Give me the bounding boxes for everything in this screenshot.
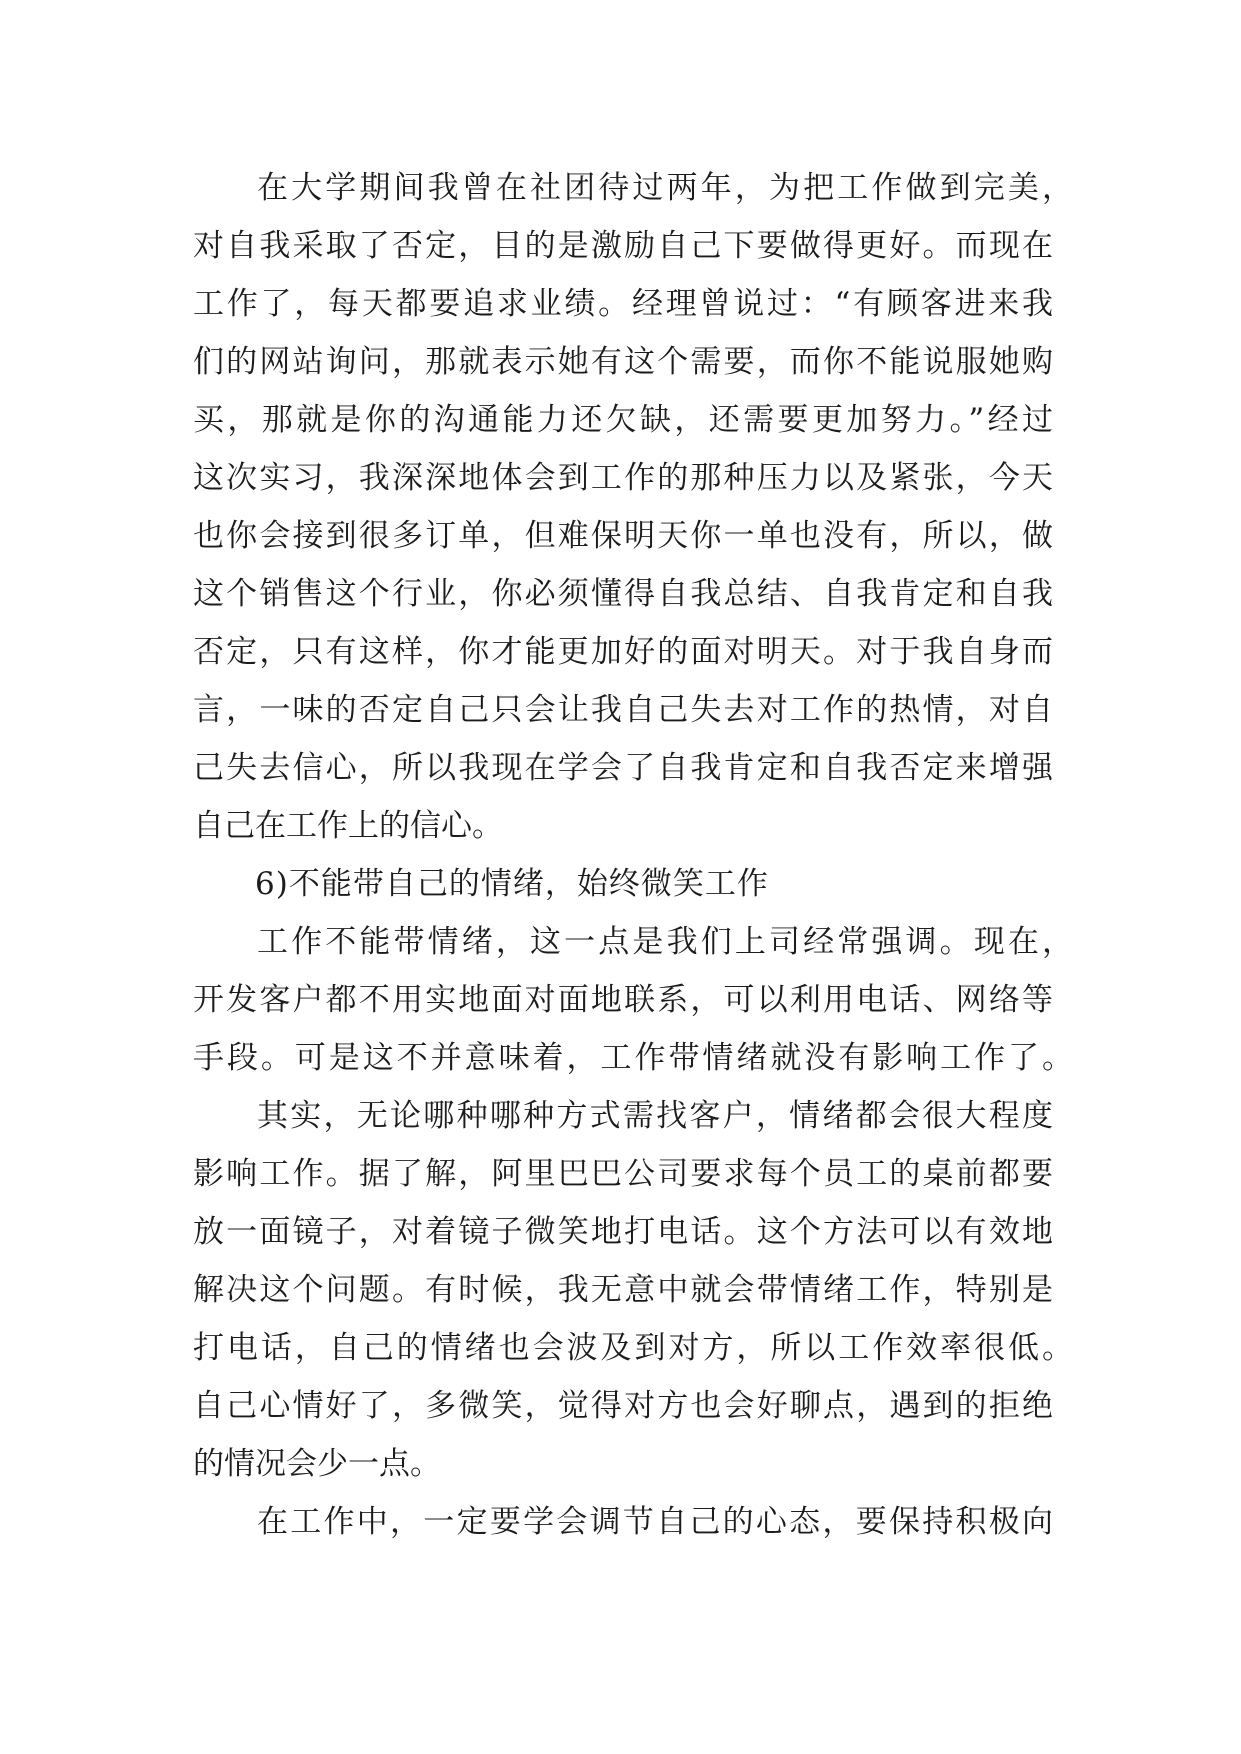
paragraph-line: 买，那就是你的沟通能力还欠缺，还需要更加努力。”经过 xyxy=(193,402,1053,438)
paragraph-line: 工作不能带情绪，这一点是我们上司经常强调。现在， xyxy=(257,924,1073,960)
paragraph-line: 言，一味的否定自己只会让我自己失去对工作的热情，对自 xyxy=(193,692,1053,728)
paragraph-line: 工作了，每天都要追求业绩。经理曾说过：“有顾客进来我 xyxy=(193,286,1053,322)
paragraph-line: 打电话，自己的情绪也会波及到对方，所以工作效率很低。 xyxy=(193,1330,1073,1366)
paragraph-line: 放一面镜子，对着镜子微笑地打电话。这个方法可以有效地 xyxy=(193,1214,1053,1250)
paragraph-line: 们的网站询问，那就表示她有这个需要，而你不能说服她购 xyxy=(193,344,1053,380)
paragraph-line: 对自我采取了否定，目的是激励自己下要做得更好。而现在 xyxy=(193,228,1053,264)
paragraph-line: 开发客户都不用实地面对面地联系，可以利用电话、网络等 xyxy=(193,982,1053,1018)
section-heading: 6)不能带自己的情绪，始终微笑工作 xyxy=(255,866,769,902)
paragraph-line: 其实，无论哪种哪种方式需找客户，情绪都会很大程度 xyxy=(257,1098,1053,1134)
paragraph-line: 这次实习，我深深地体会到工作的那种压力以及紧张，今天 xyxy=(193,460,1053,496)
paragraph-line: 自己在工作上的信心。 xyxy=(193,808,503,844)
paragraph-line: 否定，只有这样，你才能更加好的面对明天。对于我自身而 xyxy=(193,634,1053,670)
paragraph-line: 自己心情好了，多微笑，觉得对方也会好聊点，遇到的拒绝 xyxy=(193,1388,1053,1424)
paragraph-line: 影响工作。据了解，阿里巴巴公司要求每个员工的桌前都要 xyxy=(193,1156,1053,1192)
paragraph-line: 己失去信心，所以我现在学会了自我肯定和自我否定来增强 xyxy=(193,750,1053,786)
paragraph-line: 也你会接到很多订单，但难保明天你一单也没有，所以，做 xyxy=(193,518,1053,554)
paragraph-line: 在大学期间我曾在社团待过两年，为把工作做到完美， xyxy=(257,170,1073,206)
paragraph-line: 的情况会少一点。 xyxy=(193,1446,441,1482)
paragraph-line: 在工作中，一定要学会调节自己的心态，要保持积极向 xyxy=(257,1504,1053,1540)
paragraph-line: 这个销售这个行业，你必须懂得自我总结、自我肯定和自我 xyxy=(193,576,1053,612)
paragraph-line: 手段。可是这不并意味着，工作带情绪就没有影响工作了。 xyxy=(193,1040,1073,1076)
paragraph-line: 解决这个问题。有时候，我无意中就会带情绪工作，特别是 xyxy=(193,1272,1053,1308)
